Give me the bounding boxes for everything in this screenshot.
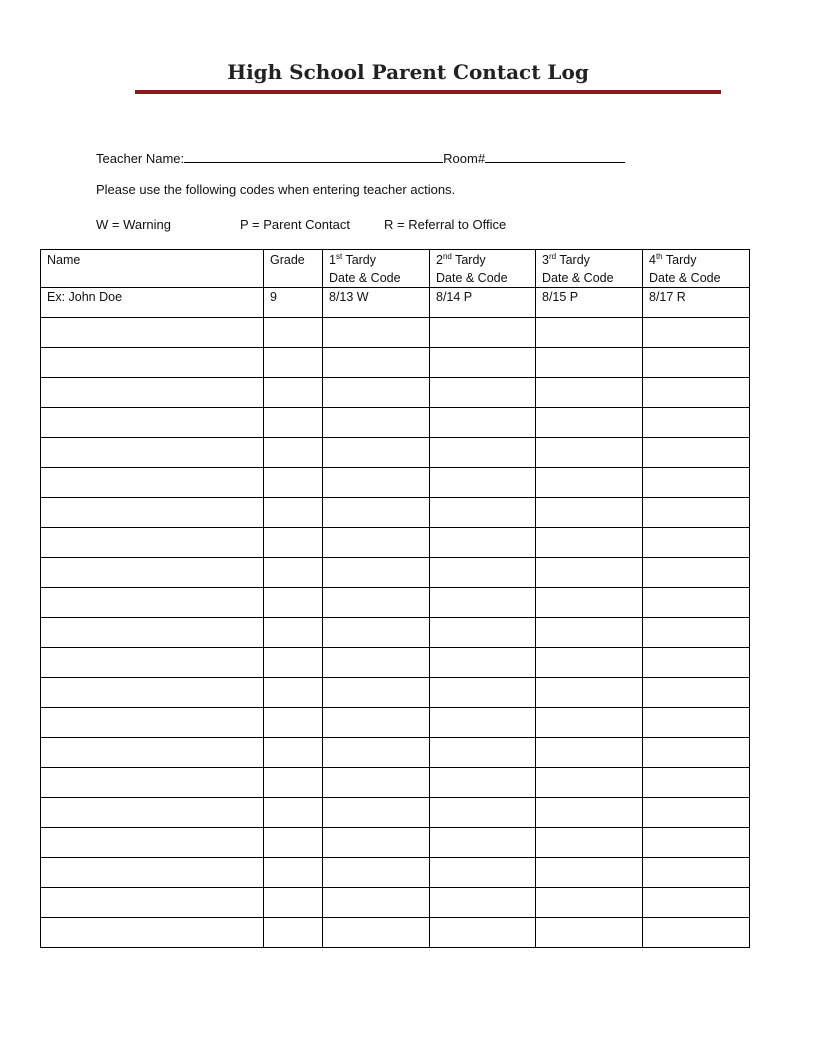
example-tardy-2: 8/14 P: [430, 288, 536, 318]
tardy-3-cell[interactable]: [536, 348, 643, 378]
tardy-2-cell[interactable]: [430, 408, 536, 438]
tardy-1-cell[interactable]: [323, 798, 430, 828]
name-cell[interactable]: [41, 408, 264, 438]
grade-cell[interactable]: [264, 918, 323, 948]
name-cell[interactable]: [41, 438, 264, 468]
tardy-4-cell[interactable]: [643, 768, 750, 798]
table-row: [41, 378, 750, 408]
tardy-1-cell[interactable]: [323, 858, 430, 888]
grade-cell[interactable]: [264, 318, 323, 348]
name-cell[interactable]: [41, 618, 264, 648]
tardy-2-cell[interactable]: [430, 318, 536, 348]
tardy-4-cell[interactable]: [643, 678, 750, 708]
header-tardy-1: 1st Tardy Date & Code: [323, 250, 430, 288]
table-row: [41, 708, 750, 738]
table-row: [41, 618, 750, 648]
name-cell[interactable]: [41, 468, 264, 498]
name-cell[interactable]: [41, 378, 264, 408]
code-referral: R = Referral to Office: [384, 217, 507, 232]
table-row: [41, 438, 750, 468]
name-cell[interactable]: [41, 648, 264, 678]
instructions-text: Please use the following codes when entering teacher actions.: [96, 182, 456, 197]
example-tardy-1: 8/13 W: [323, 288, 430, 318]
grade-cell[interactable]: [264, 858, 323, 888]
tardy-4-cell[interactable]: [643, 438, 750, 468]
header-grade: Grade: [264, 250, 323, 288]
teacher-room-line: [96, 148, 625, 166]
tardy-2-cell[interactable]: [430, 558, 536, 588]
tardy-2-cell[interactable]: [430, 378, 536, 408]
grade-cell[interactable]: [264, 558, 323, 588]
room-field[interactable]: [485, 148, 625, 163]
table-row: [41, 318, 750, 348]
grade-cell[interactable]: [264, 618, 323, 648]
tardy-1-cell[interactable]: [323, 618, 430, 648]
table-row: [41, 918, 750, 948]
title-underline: [135, 90, 721, 94]
name-cell[interactable]: [41, 888, 264, 918]
table-row: [41, 768, 750, 798]
tardy-1-cell[interactable]: [323, 558, 430, 588]
name-cell[interactable]: [41, 738, 264, 768]
tardy-2-cell[interactable]: [430, 738, 536, 768]
name-cell[interactable]: [41, 558, 264, 588]
example-tardy-3: 8/15 P: [536, 288, 643, 318]
room-label: Room#: [443, 151, 486, 166]
tardy-4-cell[interactable]: [643, 498, 750, 528]
tardy-2-cell[interactable]: [430, 768, 536, 798]
name-cell[interactable]: [41, 498, 264, 528]
table-row: [41, 738, 750, 768]
tardy-4-cell[interactable]: [643, 318, 750, 348]
code-warning: W = Warning: [96, 217, 172, 232]
table-row: [41, 798, 750, 828]
header-tardy-4: 4th Tardy Date & Code: [643, 250, 750, 288]
tardy-2-cell[interactable]: [430, 348, 536, 378]
tardy-1-cell[interactable]: [323, 348, 430, 378]
grade-cell[interactable]: [264, 528, 323, 558]
header-name: Name: [41, 250, 264, 288]
table-row: [41, 858, 750, 888]
grade-cell[interactable]: [264, 588, 323, 618]
code-parent-contact: P = Parent Contact: [240, 217, 350, 232]
tardy-4-cell[interactable]: [643, 408, 750, 438]
tardy-1-cell[interactable]: [323, 438, 430, 468]
tardy-3-cell[interactable]: [536, 468, 643, 498]
tardy-1-cell[interactable]: [323, 468, 430, 498]
grade-cell[interactable]: [264, 468, 323, 498]
tardy-1-cell[interactable]: [323, 678, 430, 708]
tardy-2-cell[interactable]: [430, 438, 536, 468]
table-row: [41, 558, 750, 588]
tardy-2-cell[interactable]: [430, 888, 536, 918]
table-row: [41, 648, 750, 678]
tardy-1-cell[interactable]: [323, 528, 430, 558]
name-cell[interactable]: [41, 318, 264, 348]
table-row: [41, 678, 750, 708]
name-cell[interactable]: [41, 348, 264, 378]
tardy-3-cell[interactable]: [536, 828, 643, 858]
tardy-3-cell[interactable]: [536, 528, 643, 558]
teacher-name-field[interactable]: [184, 148, 443, 163]
tardy-1-cell[interactable]: [323, 378, 430, 408]
tardy-3-cell[interactable]: [536, 498, 643, 528]
tardy-3-cell[interactable]: [536, 588, 643, 618]
name-cell[interactable]: [41, 918, 264, 948]
example-tardy-4: 8/17 R: [643, 288, 750, 318]
tardy-4-cell[interactable]: [643, 918, 750, 948]
table-row: [41, 498, 750, 528]
tardy-2-cell[interactable]: [430, 618, 536, 648]
tardy-4-cell[interactable]: [643, 888, 750, 918]
table-row: [41, 468, 750, 498]
tardy-1-cell[interactable]: [323, 888, 430, 918]
grade-cell[interactable]: [264, 738, 323, 768]
tardy-4-cell[interactable]: [643, 618, 750, 648]
tardy-4-cell[interactable]: [643, 828, 750, 858]
tardy-4-cell[interactable]: [643, 708, 750, 738]
page-title: High School Parent Contact Log: [227, 60, 589, 84]
tardy-1-cell[interactable]: [323, 708, 430, 738]
grade-cell[interactable]: [264, 708, 323, 738]
tardy-3-cell[interactable]: [536, 708, 643, 738]
tardy-3-cell[interactable]: [536, 768, 643, 798]
tardy-1-cell[interactable]: [323, 768, 430, 798]
tardy-4-cell[interactable]: [643, 588, 750, 618]
tardy-3-cell[interactable]: [536, 558, 643, 588]
tardy-3-cell[interactable]: [536, 678, 643, 708]
tardy-3-cell[interactable]: [536, 618, 643, 648]
header-tardy-3: 3rd Tardy Date & Code: [536, 250, 643, 288]
name-cell[interactable]: [41, 678, 264, 708]
tardy-1-cell[interactable]: [323, 828, 430, 858]
name-cell[interactable]: [41, 828, 264, 858]
grade-cell[interactable]: [264, 768, 323, 798]
tardy-3-cell[interactable]: [536, 798, 643, 828]
example-row: [41, 288, 750, 318]
tardy-1-cell[interactable]: [323, 918, 430, 948]
table-row: [41, 348, 750, 378]
teacher-name-label: Teacher Name:: [96, 151, 185, 166]
tardy-2-cell[interactable]: [430, 858, 536, 888]
table-row: [41, 588, 750, 618]
tardy-1-cell[interactable]: [323, 408, 430, 438]
tardy-1-cell[interactable]: [323, 318, 430, 348]
grade-cell[interactable]: [264, 408, 323, 438]
example-grade: 9: [264, 288, 323, 318]
tardy-2-cell[interactable]: [430, 828, 536, 858]
tardy-3-cell[interactable]: [536, 318, 643, 348]
example-name: Ex: John Doe: [41, 288, 264, 318]
grade-cell[interactable]: [264, 828, 323, 858]
tardy-4-cell[interactable]: [643, 348, 750, 378]
tardy-4-cell[interactable]: [643, 558, 750, 588]
name-cell[interactable]: [41, 708, 264, 738]
tardy-3-cell[interactable]: [536, 888, 643, 918]
table-row: [41, 888, 750, 918]
tardy-4-cell[interactable]: [643, 468, 750, 498]
tardy-3-cell[interactable]: [536, 648, 643, 678]
contact-log-table: [40, 249, 750, 948]
tardy-4-cell[interactable]: [643, 378, 750, 408]
grade-cell[interactable]: [264, 888, 323, 918]
grade-cell[interactable]: [264, 678, 323, 708]
grade-cell[interactable]: [264, 348, 323, 378]
grade-cell[interactable]: [264, 798, 323, 828]
tardy-2-cell[interactable]: [430, 798, 536, 828]
tardy-3-cell[interactable]: [536, 378, 643, 408]
tardy-1-cell[interactable]: [323, 588, 430, 618]
grade-cell[interactable]: [264, 378, 323, 408]
name-cell[interactable]: [41, 798, 264, 828]
tardy-1-cell[interactable]: [323, 498, 430, 528]
tardy-2-cell[interactable]: [430, 678, 536, 708]
grade-cell[interactable]: [264, 648, 323, 678]
tardy-2-cell[interactable]: [430, 588, 536, 618]
tardy-3-cell[interactable]: [536, 918, 643, 948]
tardy-2-cell[interactable]: [430, 648, 536, 678]
tardy-3-cell[interactable]: [536, 438, 643, 468]
tardy-3-cell[interactable]: [536, 858, 643, 888]
table-row: [41, 408, 750, 438]
tardy-4-cell[interactable]: [643, 798, 750, 828]
tardy-3-cell[interactable]: [536, 408, 643, 438]
grade-cell[interactable]: [264, 438, 323, 468]
tardy-1-cell[interactable]: [323, 738, 430, 768]
name-cell[interactable]: [41, 528, 264, 558]
tardy-4-cell[interactable]: [643, 528, 750, 558]
name-cell[interactable]: [41, 858, 264, 888]
name-cell[interactable]: [41, 588, 264, 618]
tardy-4-cell[interactable]: [643, 648, 750, 678]
table-row: [41, 528, 750, 558]
table-row: [41, 828, 750, 858]
tardy-2-cell[interactable]: [430, 708, 536, 738]
tardy-4-cell[interactable]: [643, 858, 750, 888]
table-header-row: [41, 250, 750, 288]
grade-cell[interactable]: [264, 498, 323, 528]
header-tardy-2: 2nd Tardy Date & Code: [430, 250, 536, 288]
name-cell[interactable]: [41, 768, 264, 798]
tardy-1-cell[interactable]: [323, 648, 430, 678]
tardy-3-cell[interactable]: [536, 738, 643, 768]
tardy-2-cell[interactable]: [430, 918, 536, 948]
tardy-2-cell[interactable]: [430, 528, 536, 558]
tardy-2-cell[interactable]: [430, 468, 536, 498]
tardy-4-cell[interactable]: [643, 738, 750, 768]
tardy-2-cell[interactable]: [430, 498, 536, 528]
